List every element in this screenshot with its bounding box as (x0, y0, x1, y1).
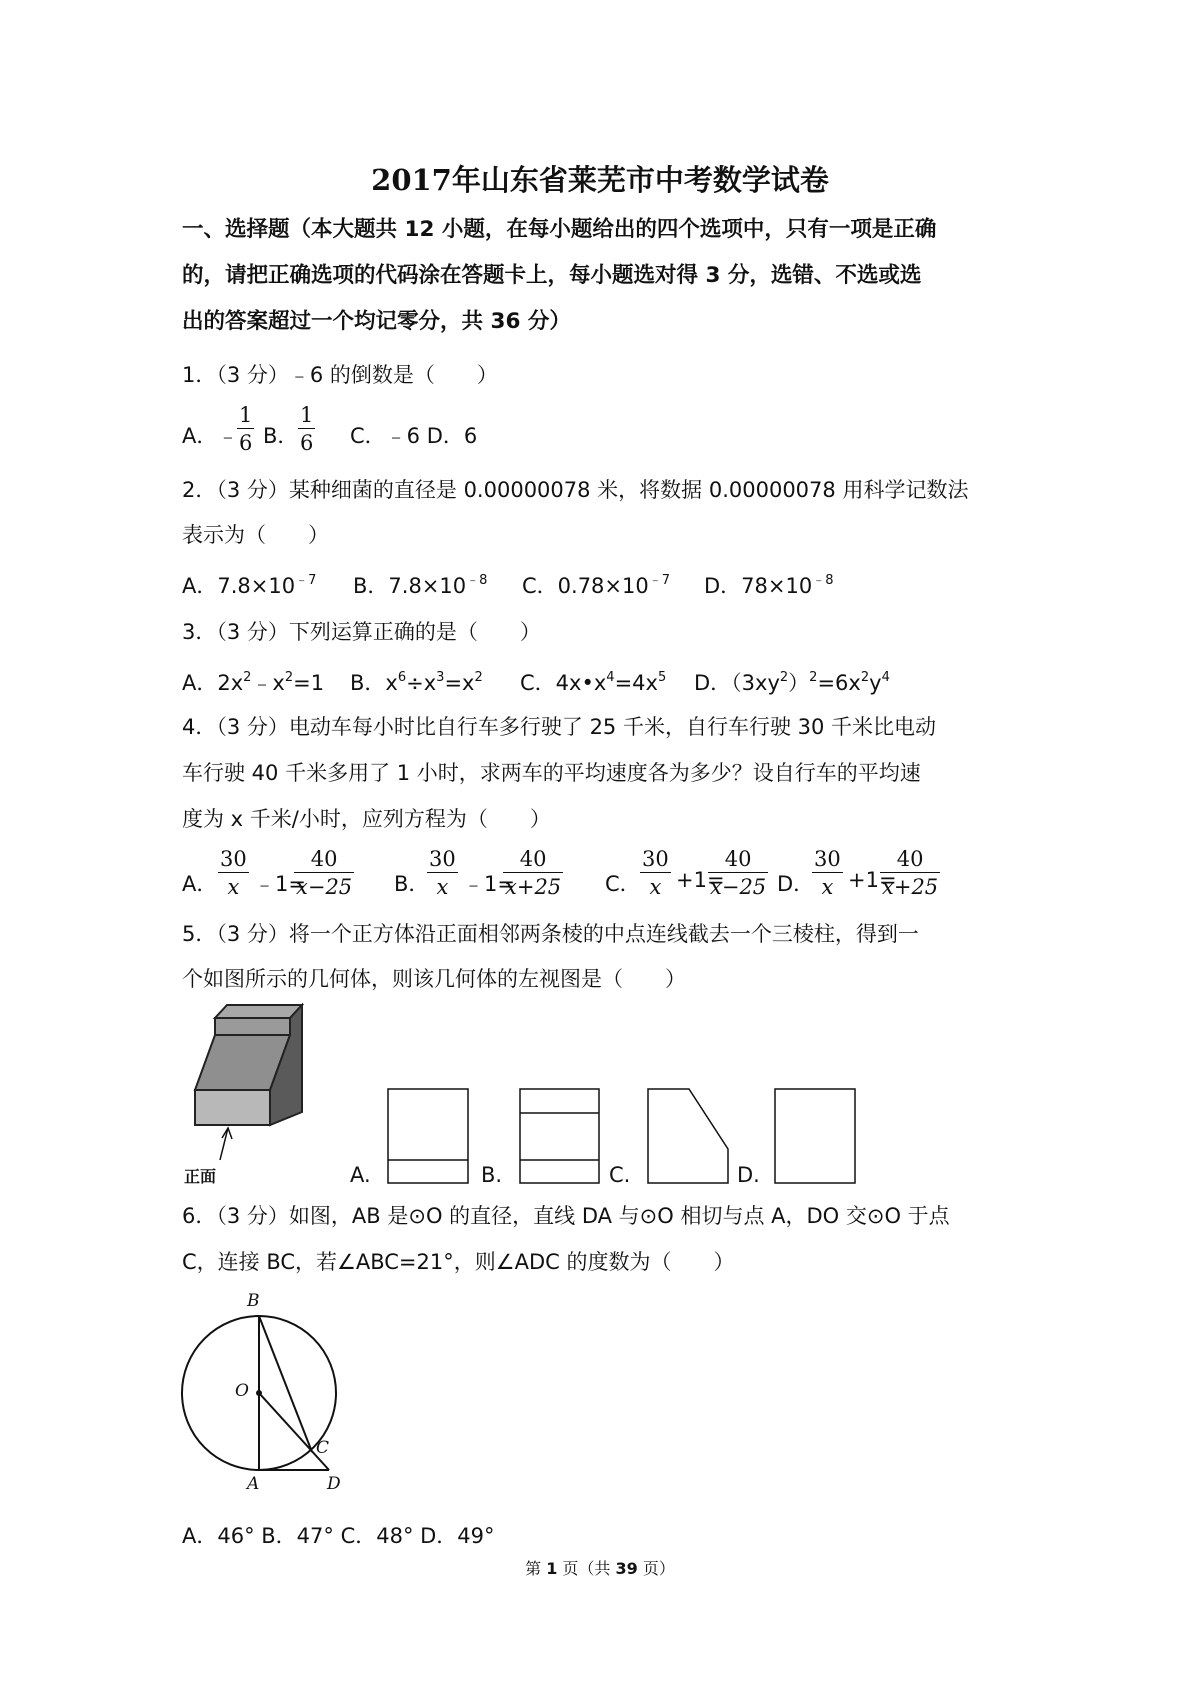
q2-c-exponent: ﹣7 (648, 573, 671, 588)
q4-a-num-2: 40 (310, 847, 338, 871)
q5-option-a-label: A. (350, 1163, 371, 1187)
question-6-stem-line-2: C，连接 BC，若∠ABC=21°，则∠ADC 的度数为（ ） (182, 1250, 735, 1274)
segment-bc (259, 1316, 312, 1452)
q3-d-part: ） (788, 671, 810, 695)
footer-text: 第 (525, 1559, 547, 1578)
q1-b-numerator: 1 (300, 403, 314, 427)
center-point (256, 1390, 262, 1396)
q3-d-exp: 4 (881, 670, 890, 685)
q2-c-base: C．0.78×10 (522, 574, 649, 598)
q3-c-exp: 4 (606, 670, 615, 685)
q3-a-part: A．2x (182, 671, 244, 695)
q4-d-den-1: x (812, 872, 843, 901)
q4-a-den-2: x−25 (294, 872, 354, 901)
q4-d-den-2: x+25 (880, 872, 940, 901)
q2-d-base: D．78×10 (704, 574, 813, 598)
q4-option-c-label: C． (605, 872, 641, 896)
q3-b-exp: 2 (474, 670, 483, 685)
point-label-c: C (316, 1438, 330, 1458)
solid-top-front-face (215, 1018, 290, 1035)
q3-d-part: =6x (817, 671, 861, 695)
q2-d-exponent: ﹣8 (812, 573, 834, 588)
q2-a-base: A．7.8×10 (182, 574, 296, 598)
q2-b-base: B．7.8×10 (353, 574, 467, 598)
q3-c-exp: 5 (657, 670, 667, 685)
q3-d-part: y (869, 671, 882, 695)
question-3-stem: 3．（3 分）下列运算正确的是（ ） (182, 620, 541, 644)
solid-top-face (215, 1005, 302, 1018)
q4-a-num-1: 30 (220, 847, 247, 871)
question-6-stem-line-1: 6．（3 分）如图，AB 是⊙O 的直径，直线 DA 与⊙O 相切与点 A，DO 交⊙O 于点 (182, 1204, 950, 1228)
q2-b-exponent: ﹣8 (466, 573, 488, 588)
q1-a-numerator: 1 (239, 403, 253, 427)
q3-d-exp: 2 (860, 670, 870, 685)
section-heading-line-1: 一、选择题（本大题共 12 小题，在每小题给出的四个选项中，只有一项是正确 (182, 217, 937, 242)
footer-text: 页） (637, 1559, 675, 1578)
q6-options: A．46° B．47° C．48° D．49° (182, 1524, 495, 1548)
question-5-stem-line-1: 5．（3 分）将一个正方体沿正面相邻两条棱的中点连线截去一个三棱柱，得到一 (182, 922, 919, 946)
question-4-stem-line-2: 车行驶 40 千米多用了 1 小时，求两车的平均速度各为多少？设自行车的平均速 (182, 761, 921, 785)
question-5-stem-line-2: 个如图所示的几何体，则该几何体的左视图是（ ） (182, 967, 686, 991)
footer-text: 页（共 (557, 1559, 616, 1578)
q5-option-b-figure (520, 1089, 599, 1183)
q3-a-exp: 2 (284, 670, 294, 685)
q4-c-middle: +1= (676, 868, 725, 892)
solid-front-face (195, 1090, 270, 1125)
q3-b-part: B．x (350, 671, 398, 695)
q1-a-denominator: 6 (237, 428, 254, 457)
q5-option-b-label: B. (481, 1163, 503, 1187)
q4-a-middle: ﹣1= (254, 872, 306, 896)
q4-b-num-2: 40 (519, 847, 547, 871)
q4-option-a-label: A． (182, 872, 218, 896)
q3-d-part: D．（3xy (694, 671, 780, 695)
q4-d-middle: +1= (848, 868, 897, 892)
q3-b-exp: 3 (436, 670, 445, 685)
q5-option-c-figure (648, 1089, 728, 1183)
q4-b-den-1: x (427, 872, 458, 901)
q4-c-den-2: x−25 (708, 872, 768, 901)
question-2-stem-line-1: 2．（3 分）某种细菌的直径是 0.00000078 米，将数据 0.00000078 用科学记数法 (182, 478, 969, 502)
section-heading-line-3: 出的答案超过一个均记零分，共 36 分） (182, 309, 571, 334)
q5-option-d-figure (775, 1089, 855, 1183)
footer-total-pages: 39 (615, 1559, 638, 1578)
q4-d-num-2: 40 (896, 847, 924, 871)
q1-option-a-label: A．﹣ (182, 424, 239, 448)
front-label: 正面 (184, 1167, 217, 1186)
q3-d-exp: 2 (779, 670, 789, 685)
q4-c-num-1: 30 (642, 847, 669, 871)
q4-c-num-2: 40 (724, 847, 752, 871)
q3-a-part: =1 (293, 671, 325, 695)
footer-page-number: 1 (546, 1559, 558, 1578)
q3-a-exp: 2 (243, 670, 252, 685)
q1-option-b-label: B． (263, 424, 299, 448)
q4-d-num-1: 30 (814, 847, 841, 871)
q4-b-den-2: x+25 (503, 872, 563, 901)
q5-option-c-label: C. (609, 1163, 631, 1187)
q6-circle-figure (182, 1316, 336, 1470)
question-4-stem-line-1: 4．（3 分）电动车每小时比自行车多行驶了 25 千米，自行车行驶 30 千米比电动 (182, 715, 937, 739)
q3-a-part: ﹣x (251, 671, 285, 695)
q3-d-exp: 2 (809, 670, 818, 685)
question-4-stem-line-3: 度为 x 千米/小时，应列方程为（ ） (182, 807, 551, 831)
point-label-o: O (235, 1381, 249, 1401)
point-label-a: A (247, 1474, 260, 1494)
section-heading-line-2: 的，请把正确选项的代码涂在答题卡上，每小题选对得 3 分，选错、不选或选 (182, 263, 922, 288)
q3-b-part: ÷x (406, 671, 437, 695)
q4-option-d-label: D． (777, 872, 815, 896)
q3-c-part: =4x (614, 671, 658, 695)
point-label-b: B (247, 1291, 260, 1311)
q3-b-part: =x (444, 671, 475, 695)
q1-options-cd: C．﹣6 D．6 (350, 424, 478, 448)
q3-b-exp: 6 (397, 670, 407, 685)
front-arrow (220, 1128, 228, 1160)
q2-a-exponent: ﹣7 (295, 573, 317, 588)
question-2-stem-line-2: 表示为（ ） (182, 523, 329, 547)
q4-c-den-1: x (640, 872, 671, 901)
q4-b-num-1: 30 (429, 847, 456, 871)
q4-b-middle: ﹣1= (463, 872, 515, 896)
page-title: 2017年山东省莱芜市中考数学试卷 (371, 163, 829, 197)
q3-c-part: C．4x•x (520, 671, 607, 695)
q5-option-a-figure (388, 1089, 468, 1183)
q5-solid-figure (195, 1005, 302, 1160)
q1-b-denominator: 6 (298, 428, 315, 457)
question-1-stem: 1．（3 分）﹣6 的倒数是（ ） (182, 363, 498, 387)
q5-option-d-label: D. (737, 1163, 760, 1187)
page-footer (0, 1556, 1200, 1579)
q4-option-b-label: B． (394, 872, 430, 896)
point-label-d: D (327, 1474, 341, 1494)
q4-a-den-1: x (218, 872, 249, 901)
